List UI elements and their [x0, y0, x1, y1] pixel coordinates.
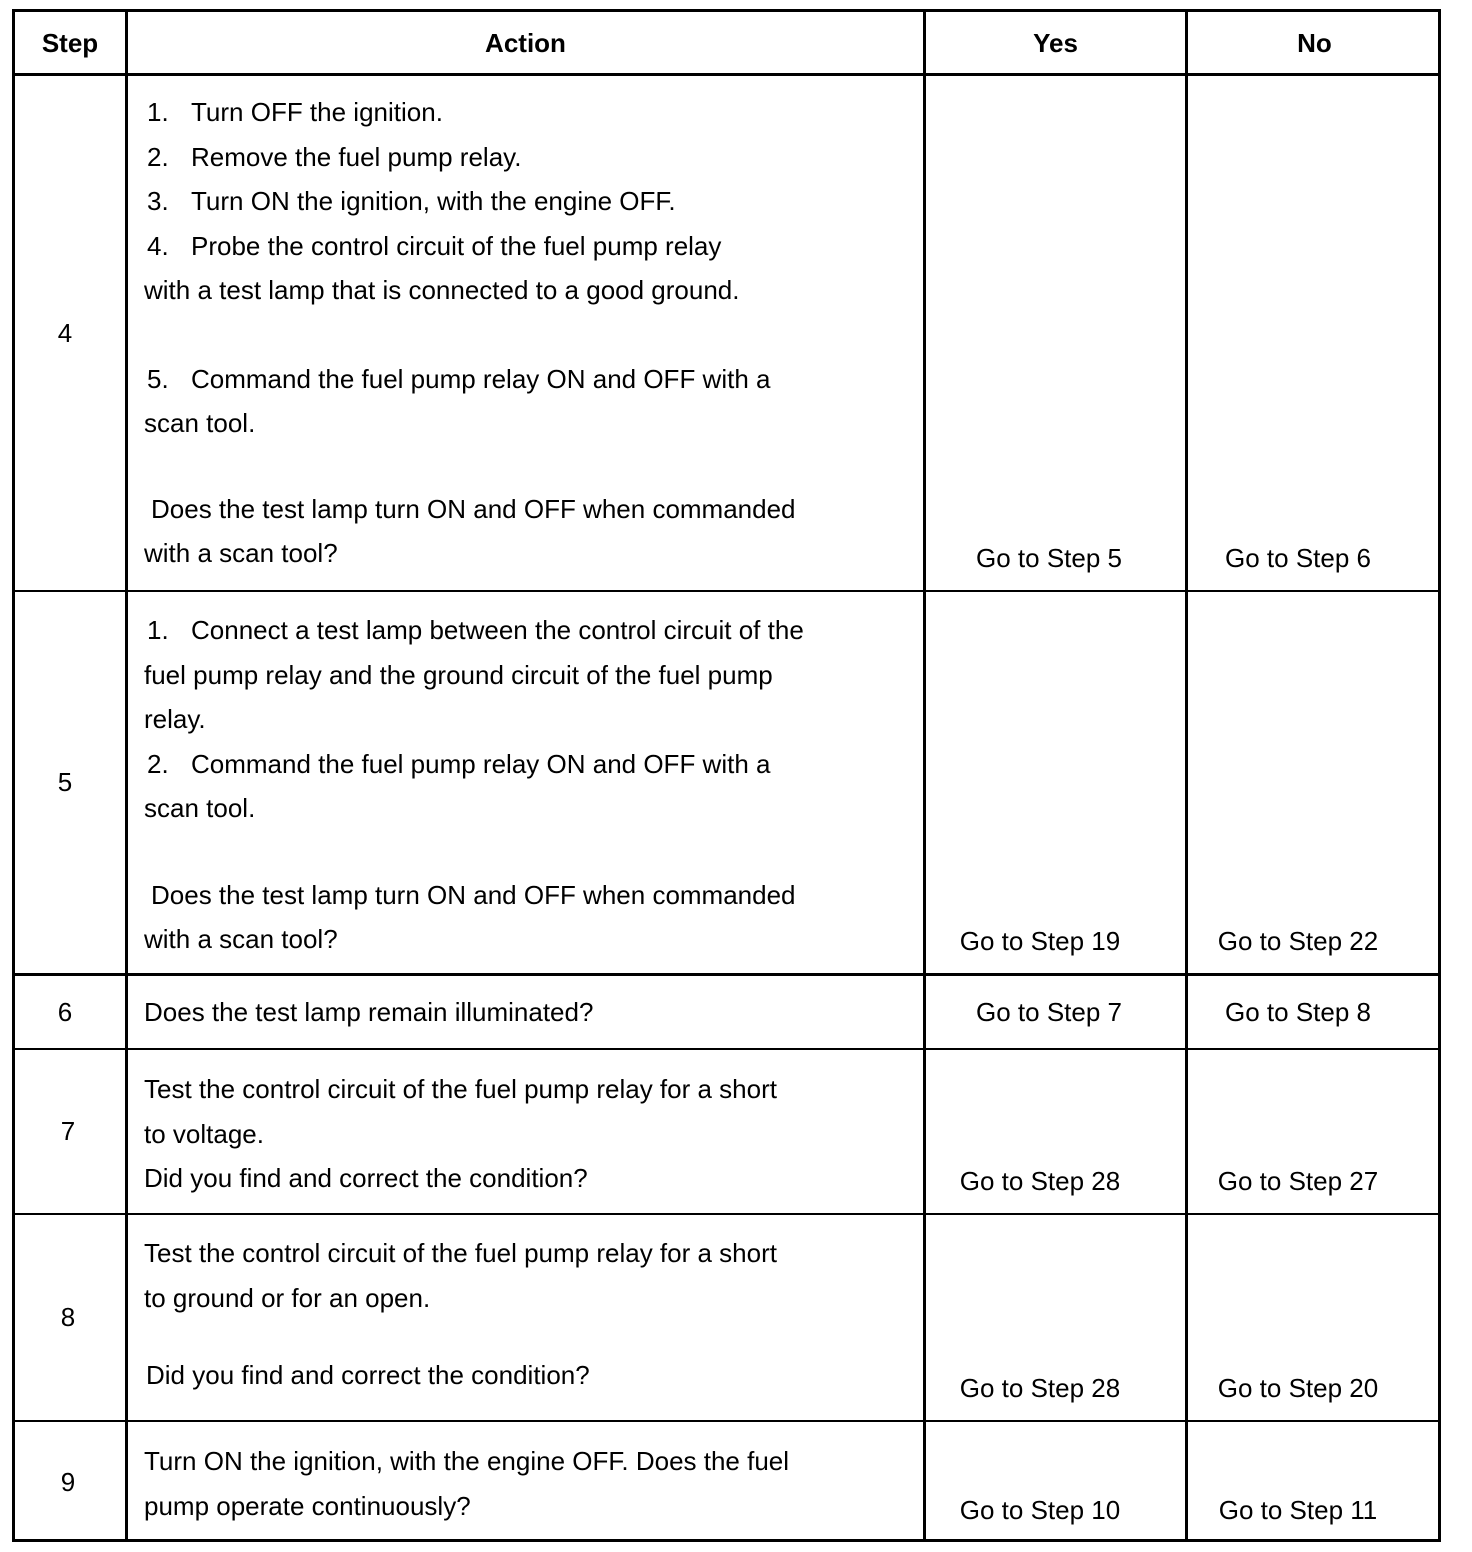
- action-line: scan tool.: [144, 793, 256, 823]
- action-line: relay.: [144, 704, 206, 734]
- action-question: pump operate continuously?: [144, 1490, 471, 1521]
- header-step: Step: [41, 28, 99, 58]
- action-line: 2. Command the fuel pump relay ON and OFF with a: [147, 748, 771, 779]
- step-number: 9: [60, 1466, 76, 1497]
- yes-goto: Go to Step 10: [959, 1494, 1121, 1525]
- action-text: [15, 1067, 923, 1213]
- no-goto: Go to Step 27: [1217, 1165, 1379, 1196]
- action-question: Did you find and correct the condition?: [144, 1163, 588, 1193]
- step-number: 7: [60, 1116, 76, 1147]
- action-line: 2. Remove the fuel pump relay.: [147, 141, 522, 172]
- action-question: with a scan tool?: [144, 924, 338, 954]
- action-line: fuel pump relay and the ground circuit of the fuel pump: [144, 659, 773, 690]
- no-goto: Go to Step 11: [1218, 1494, 1378, 1525]
- header-no: No: [1297, 28, 1332, 58]
- action-question: Does the test lamp turn ON and OFF when commanded: [151, 879, 796, 910]
- action-line: Turn ON the ignition, with the engine OFF. Does the fuel: [144, 1446, 790, 1476]
- diagnostic-table: [12, 9, 1441, 1542]
- header-action: Action: [485, 28, 566, 58]
- action-question: Does the test lamp turn ON and OFF when commanded: [151, 493, 796, 524]
- action-line: 1. Turn OFF the ignition.: [147, 97, 443, 127]
- yes-goto: Go to Step 7: [976, 996, 1122, 1027]
- action-text: [15, 90, 923, 590]
- action-line: to voltage.: [144, 1118, 264, 1149]
- no-goto: Go to Step 22: [1217, 925, 1379, 956]
- yes-goto: Go to Step 28: [959, 1372, 1121, 1403]
- step-number: 5: [57, 767, 73, 798]
- action-line: 5. Command the fuel pump relay ON and OFF with a: [147, 363, 771, 394]
- header-yes: Yes: [1033, 28, 1078, 58]
- action-question: Did you find and correct the condition?: [146, 1360, 590, 1390]
- action-line: scan tool.: [144, 408, 256, 438]
- yes-goto: Go to Step 19: [959, 925, 1121, 956]
- step-number: 6: [57, 996, 73, 1027]
- action-line: 4. Probe the control circuit of the fuel pump relay: [147, 230, 722, 261]
- yes-goto: Go to Step 5: [976, 542, 1122, 573]
- action-text: [15, 608, 923, 973]
- action-question: Does the test lamp remain illuminated?: [144, 996, 594, 1027]
- action-line: with a test lamp that is connected to a good ground.: [144, 275, 740, 305]
- action-question: with a scan tool?: [144, 538, 338, 568]
- step-number: 8: [60, 1302, 76, 1333]
- no-goto: Go to Step 20: [1217, 1372, 1379, 1403]
- yes-goto: Go to Step 28: [959, 1165, 1121, 1196]
- step-number: 4: [57, 317, 73, 348]
- action-text: [15, 1439, 923, 1542]
- action-line: to ground or for an open.: [144, 1282, 431, 1313]
- action-line: 1. Connect a test lamp between the control circuit of the: [147, 615, 804, 645]
- action-line: Test the control circuit of the fuel pump relay for a short: [144, 1238, 777, 1268]
- action-line: 3. Turn ON the ignition, with the engine OFF.: [147, 186, 676, 216]
- no-goto: Go to Step 6: [1225, 542, 1371, 573]
- no-goto: Go to Step 8: [1225, 996, 1371, 1027]
- action-text: [15, 1231, 923, 1420]
- action-text: [15, 976, 923, 1048]
- action-line: Test the control circuit of the fuel pump relay for a short: [144, 1074, 777, 1104]
